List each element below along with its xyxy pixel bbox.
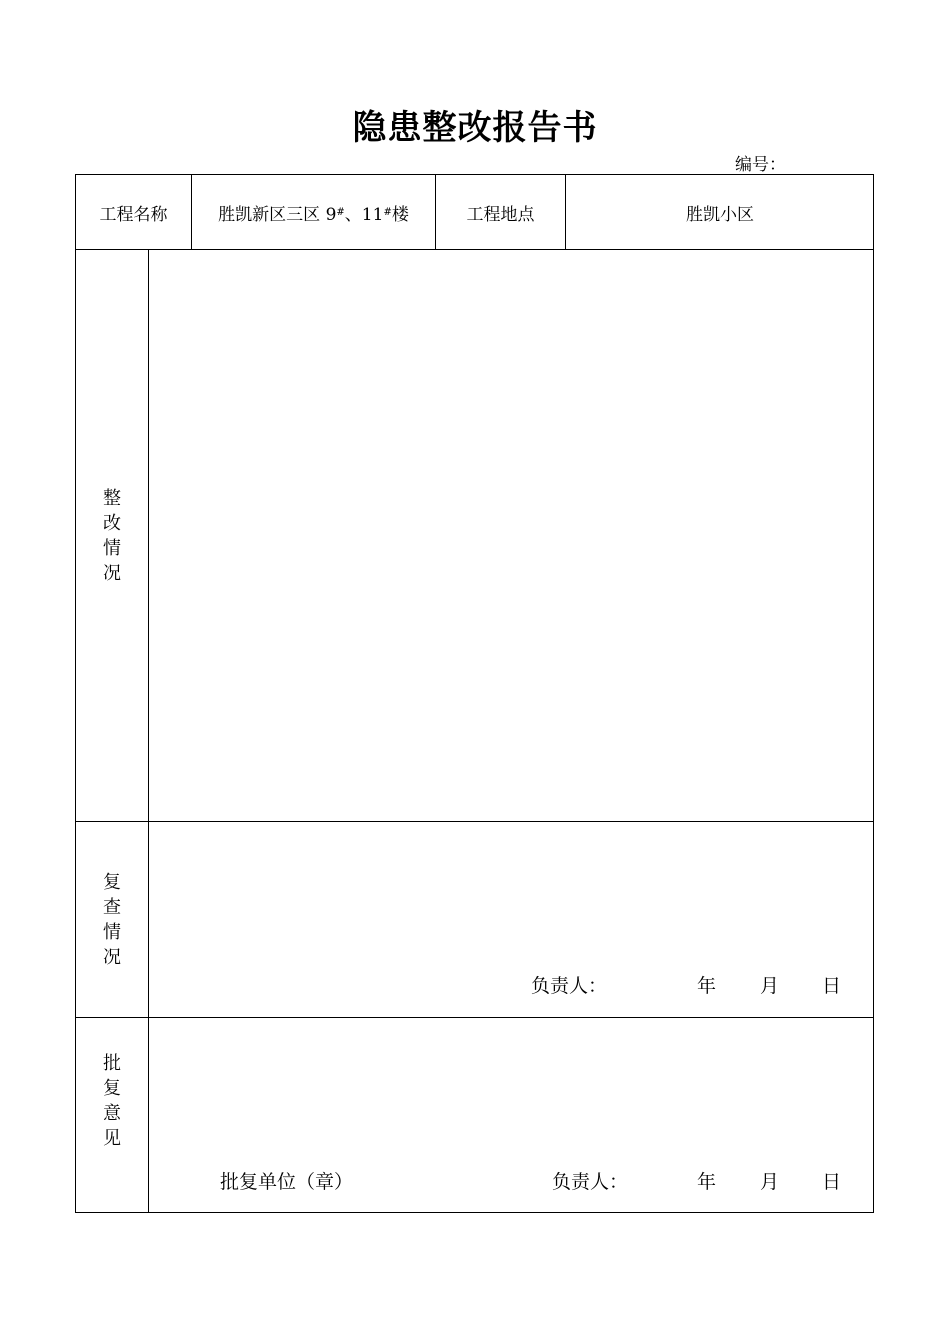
review-day-label: 日 <box>822 975 842 997</box>
approval-year-label: 年 <box>697 1171 717 1193</box>
approval-label-text: 批复意见 <box>103 1053 121 1149</box>
rectification-label-text: 整改情况 <box>103 487 121 584</box>
row-divider <box>76 821 873 822</box>
approval-day-label: 日 <box>822 1171 842 1193</box>
project-name-text: 胜凯新区三区 9 <box>218 204 337 225</box>
project-name-label: 工程名称 <box>99 204 168 225</box>
review-responsible-label: 负责人： <box>531 975 608 997</box>
label-column-divider <box>148 249 149 1213</box>
project-name-value <box>192 175 435 249</box>
approval-month-label: 月 <box>760 1171 780 1193</box>
project-name-text: 、11 <box>344 204 384 225</box>
number-mark: # <box>383 206 392 218</box>
rectification-label <box>76 250 148 821</box>
review-year-label: 年 <box>697 975 717 997</box>
approval-unit-label: 批复单位（章） <box>220 1171 354 1193</box>
project-name-text: 楼 <box>391 204 409 225</box>
report-form <box>75 174 874 1213</box>
serial-number-label: 编号： <box>735 155 786 175</box>
approval-label <box>76 1018 148 1184</box>
location-label: 工程地点 <box>466 204 535 225</box>
row-divider <box>76 249 873 250</box>
review-label <box>76 822 148 1017</box>
document-title: 隐患整改报告书 <box>352 108 598 148</box>
review-label-text: 复查情况 <box>103 871 121 968</box>
row-divider <box>76 1017 873 1018</box>
review-month-label: 月 <box>760 975 780 997</box>
location-value: 胜凯小区 <box>686 204 754 225</box>
approval-responsible-label: 负责人： <box>552 1171 629 1193</box>
number-mark: # <box>336 206 345 218</box>
